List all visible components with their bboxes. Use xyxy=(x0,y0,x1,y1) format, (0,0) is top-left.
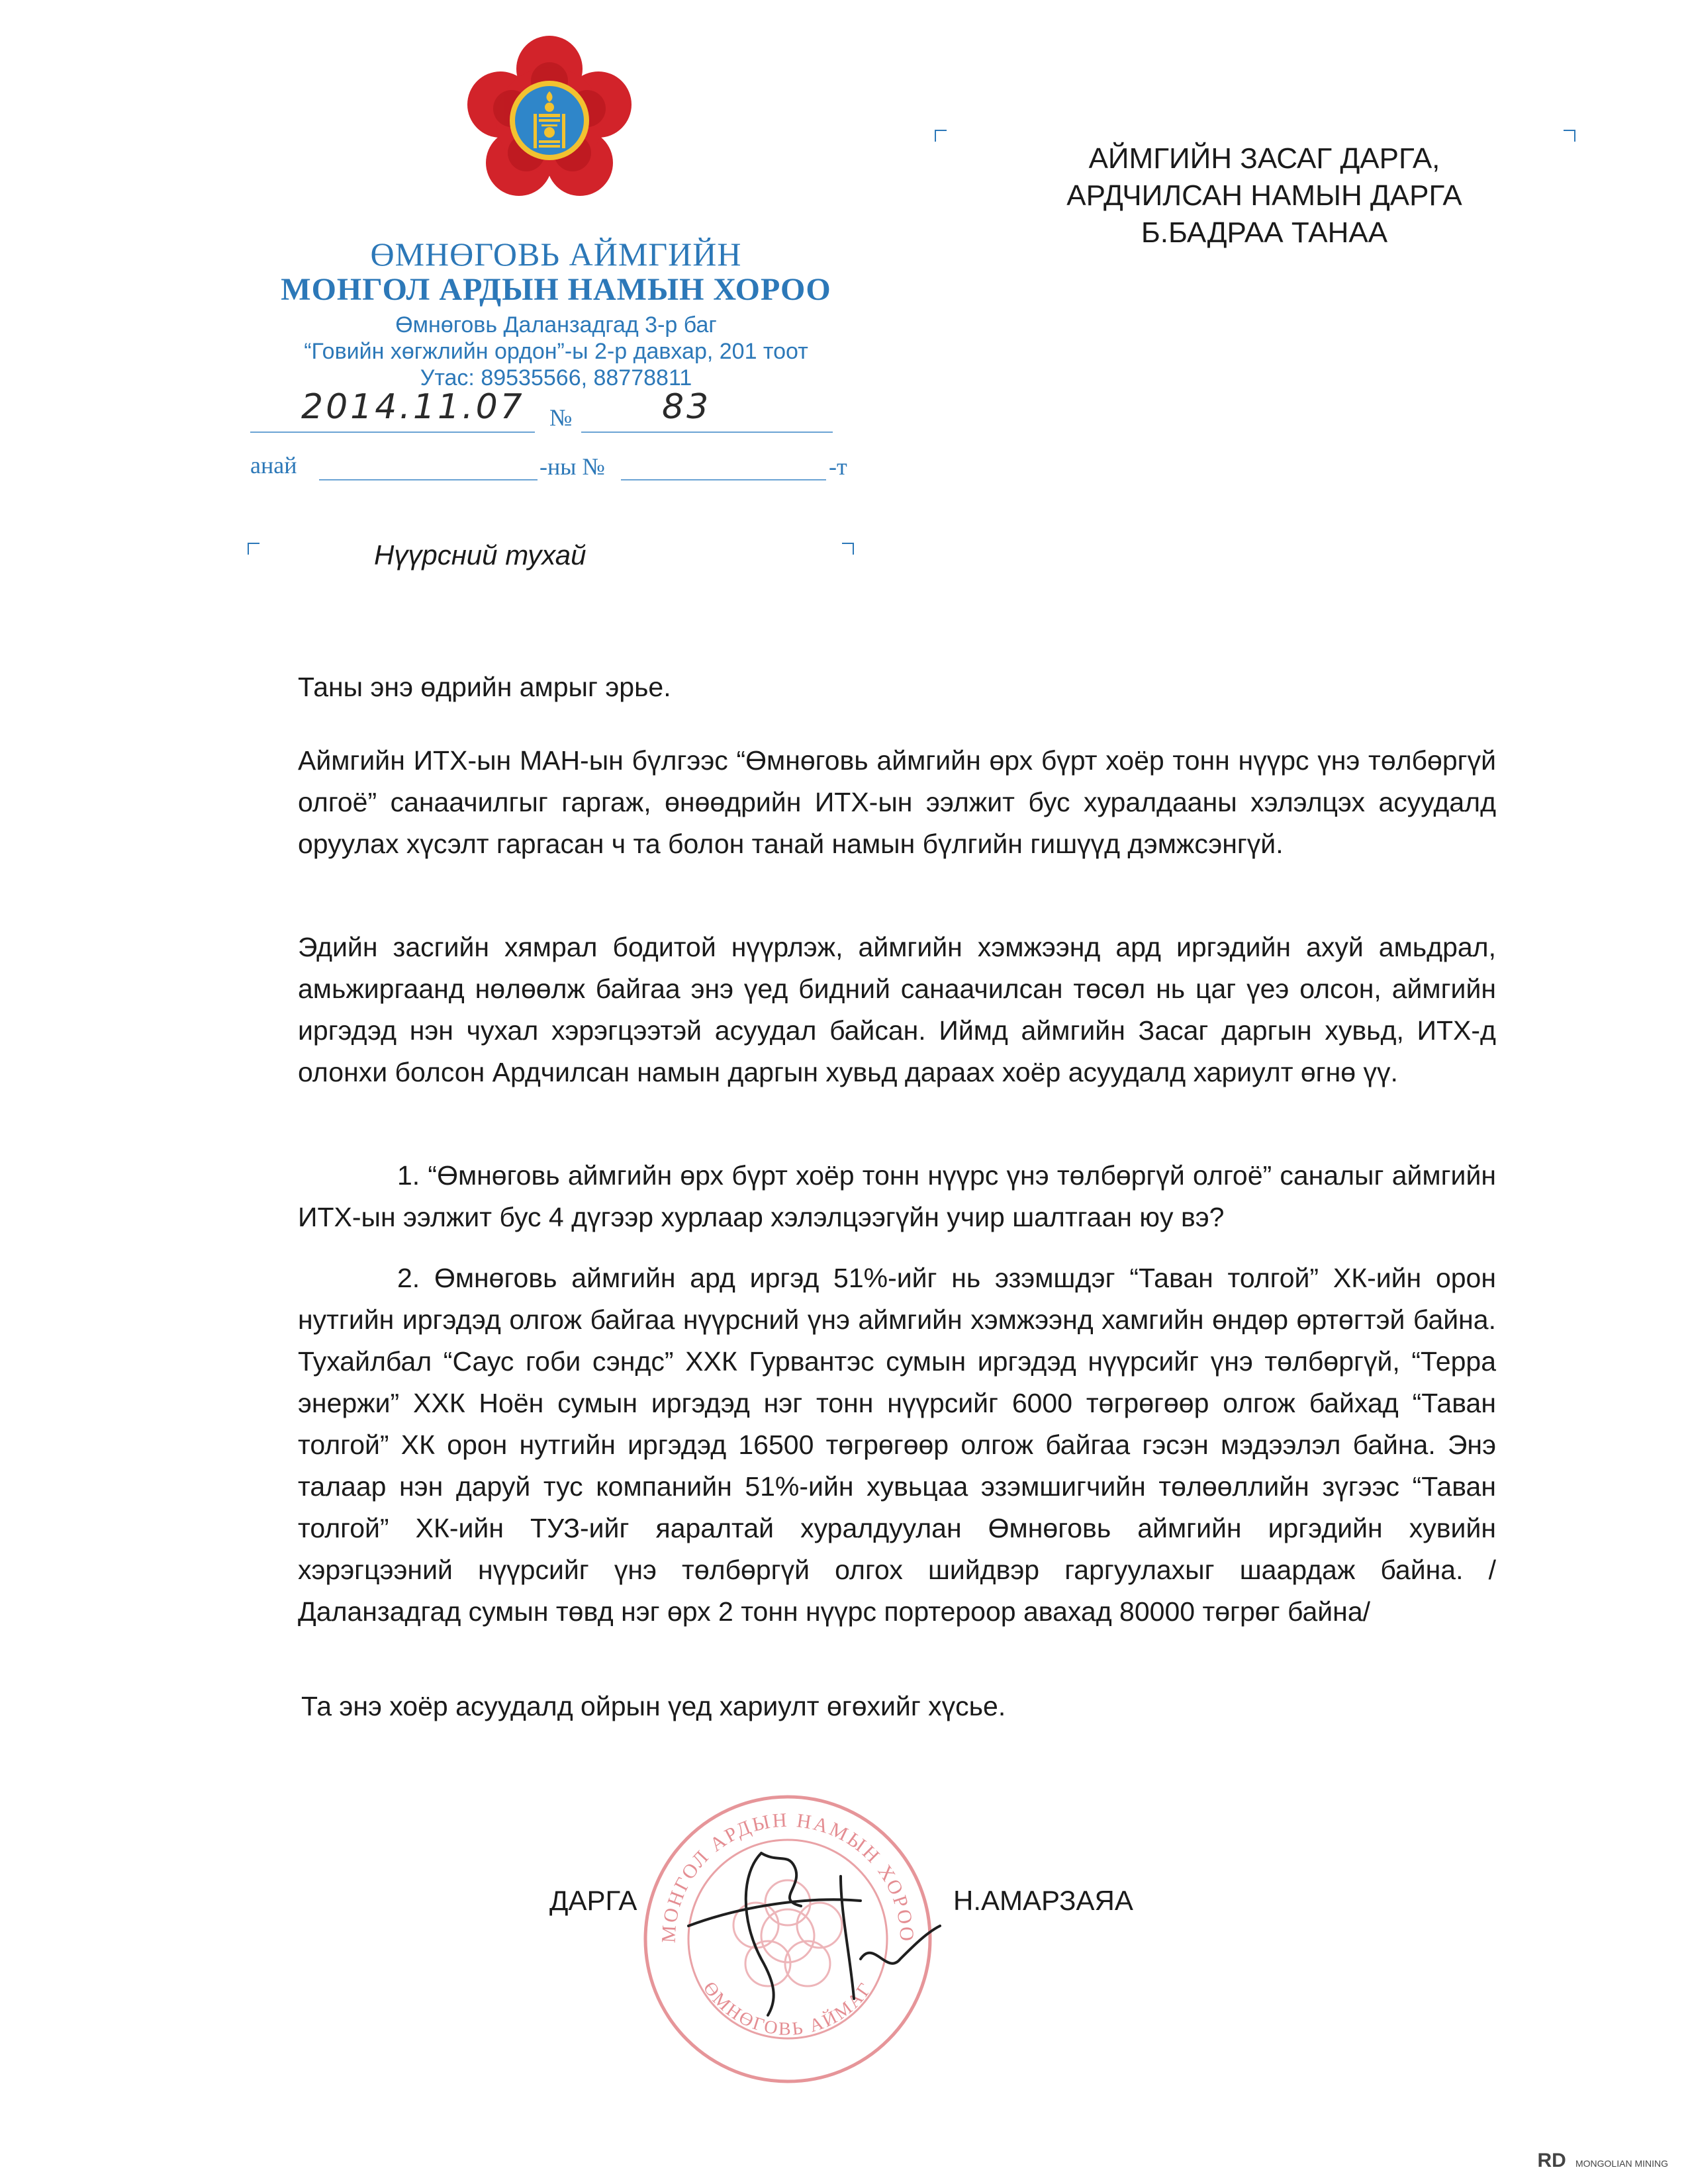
paragraph-2 xyxy=(298,927,1496,1093)
signer-title: ДАРГА xyxy=(549,1885,637,1916)
ref-suffix: -т xyxy=(829,453,847,480)
corner-mark-top-left xyxy=(935,130,947,142)
paragraph-1 xyxy=(298,740,1496,865)
date-underline xyxy=(250,430,535,433)
ref-number-underline xyxy=(621,478,826,480)
org-name-line2: МОНГОЛ АРДЫН НАМЫН ХОРОО xyxy=(281,272,831,307)
paragraph-1-text: Аймгийн ИТХ-ын МАН-ын бүлгээс “Өмнөговь аймгийн өрх бүрт хоёр тонн нүүрс үнэ төлбөргүй олгоё” санаачилгыг гаргаж, өнөөдрийн ИТХ-ын ээлжит бус хуралдааны хэлэлцэх асуудалд оруулах хүсэлт гаргасан ч та болон танай намын бүлгийн гишүүд дэмжсэнгүй. xyxy=(298,745,1496,859)
signer-name: Н.АМАРЗАЯА xyxy=(953,1885,1133,1916)
recipient-line3: Б.БАДРАА ТАНАА xyxy=(1141,216,1388,249)
recipient-line1: АЙМГИЙН ЗАСАГ ДАРГА, xyxy=(1088,142,1440,175)
footer-tag: MONGOLIAN MINING xyxy=(1575,2158,1668,2169)
greeting-text: Таны энэ өдрийн амрыг эрье. xyxy=(298,672,671,702)
date-handwritten: 2014.11.07 xyxy=(301,387,525,427)
stamp-top-text: МОНГОЛ АРДЫН НАМЫН ХОРОО xyxy=(657,1809,918,1944)
paragraph-2-text: Эдийн засгийн хямрал бодитой нүүрлэж, аймгийн хэмжээнд ард иргэдийн ахуй амьдрал, амьжиргаанд нөлөөлж байгаа энэ үед бидний санаачилсан төсөл нь цаг үеэ олсон, аймгийн иргэдэд нэн чухал хэрэгцээтэй асуудал байсан. Иймд аймгийн Засаг даргын хувьд, ИТХ-д олонхи болсон Ардчилсан намын даргын хувьд дараах хоёр асуудалд хариулт өгнө үү. xyxy=(298,932,1496,1087)
number-label: № xyxy=(549,404,573,431)
question-1-text: 1. “Өмнөговь аймгийн өрх бүрт хоёр тонн нүүрс үнэ төлбөргүй олгоё” саналыг аймгийн ИТХ-ын ээлжит бус 4 дүгээр хурлаар хэлэлцээгүйн учир шалтгаан юу вэ? xyxy=(298,1160,1496,1232)
handwritten-signature xyxy=(662,1827,966,2025)
number-handwritten: 83 xyxy=(662,387,712,427)
question-1 xyxy=(298,1155,1496,1238)
phone-line: Утас: 89535566, 88778811 xyxy=(420,365,692,390)
greeting xyxy=(298,672,671,703)
number-underline xyxy=(581,430,833,433)
stamp-bottom-text: ӨМНӨГОВЬ АЙМАГ xyxy=(698,1978,877,2040)
ref-mid: -ны № xyxy=(539,453,605,480)
question-2-text: 2. Өмнөговь аймгийн ард иргэд 51%-ийг нь эзэмшдэг “Таван толгой” ХК-ийн орон нутгийн иргэдэд олгож байгаа нүүрсний үнэ аймгийн хэмжээнд хамгийн өндөр өртөгтэй байна. Тухайлбал “Саус гоби сэндс” ХХК Гурвантэс сумын иргэдэд нүүрсийг үнэ төлбөргүй, “Терра энержи” ХХК Ноён сумын иргэдэд нэг тонн нүүрсийг 6000 төгрөгөөр олгож байхад “Таван толгой” ХК орон нутгийн иргэдэд 16500 төгрөгөөр олгож байгаа гэсэн мэдээлэл байна. Энэ талаар нэн даруй тус компанийн 51%-ийн хувьцаа эзэмшигчийн төлөөллийн зүгээс “Таван толгой” ХК-ийн ТУЗ-ийг яаралтай хуралдуулан Өмнөговь аймгийн иргэдийн хувийн хэрэгцээний нүүрсийг үнэ төлбөргүй олгох шийдвэр гаргуулахыг шаардаж байна. /Даланзадгад сумын төвд нэг өрх 2 тонн нүүрс портероор авахад 80000 төгрөг байна/ xyxy=(298,1263,1496,1627)
recipient-line2: АРДЧИЛСАН НАМЫН ДАРГА xyxy=(1066,179,1462,212)
corner-mark-subject-left xyxy=(248,543,259,555)
address-line2: “Говийн хөгжлийн ордон”-ы 2-р давхар, 201 тоот xyxy=(304,339,808,364)
corner-mark-top-right xyxy=(1564,130,1575,142)
party-emblem-logo xyxy=(463,34,635,206)
corner-mark-subject-right xyxy=(842,543,854,555)
org-name-line1: ӨМНӨГОВЬ АЙМГИЙН xyxy=(370,236,742,273)
ref-prefix: анай xyxy=(250,452,297,478)
letter-subject: Нүүрсний тухай xyxy=(374,539,586,570)
question-2 xyxy=(298,1257,1496,1633)
ref-date-underline xyxy=(319,478,538,480)
footer-watermark xyxy=(1538,2150,1668,2172)
closing-line: Та энэ хоёр асуудалд ойрын үед хариулт өгөхийг хүсье. xyxy=(301,1691,1006,1721)
footer-logo: RD xyxy=(1537,2150,1566,2171)
address-line1: Өмнөговь Даланзадгад 3-р баг xyxy=(395,312,717,338)
